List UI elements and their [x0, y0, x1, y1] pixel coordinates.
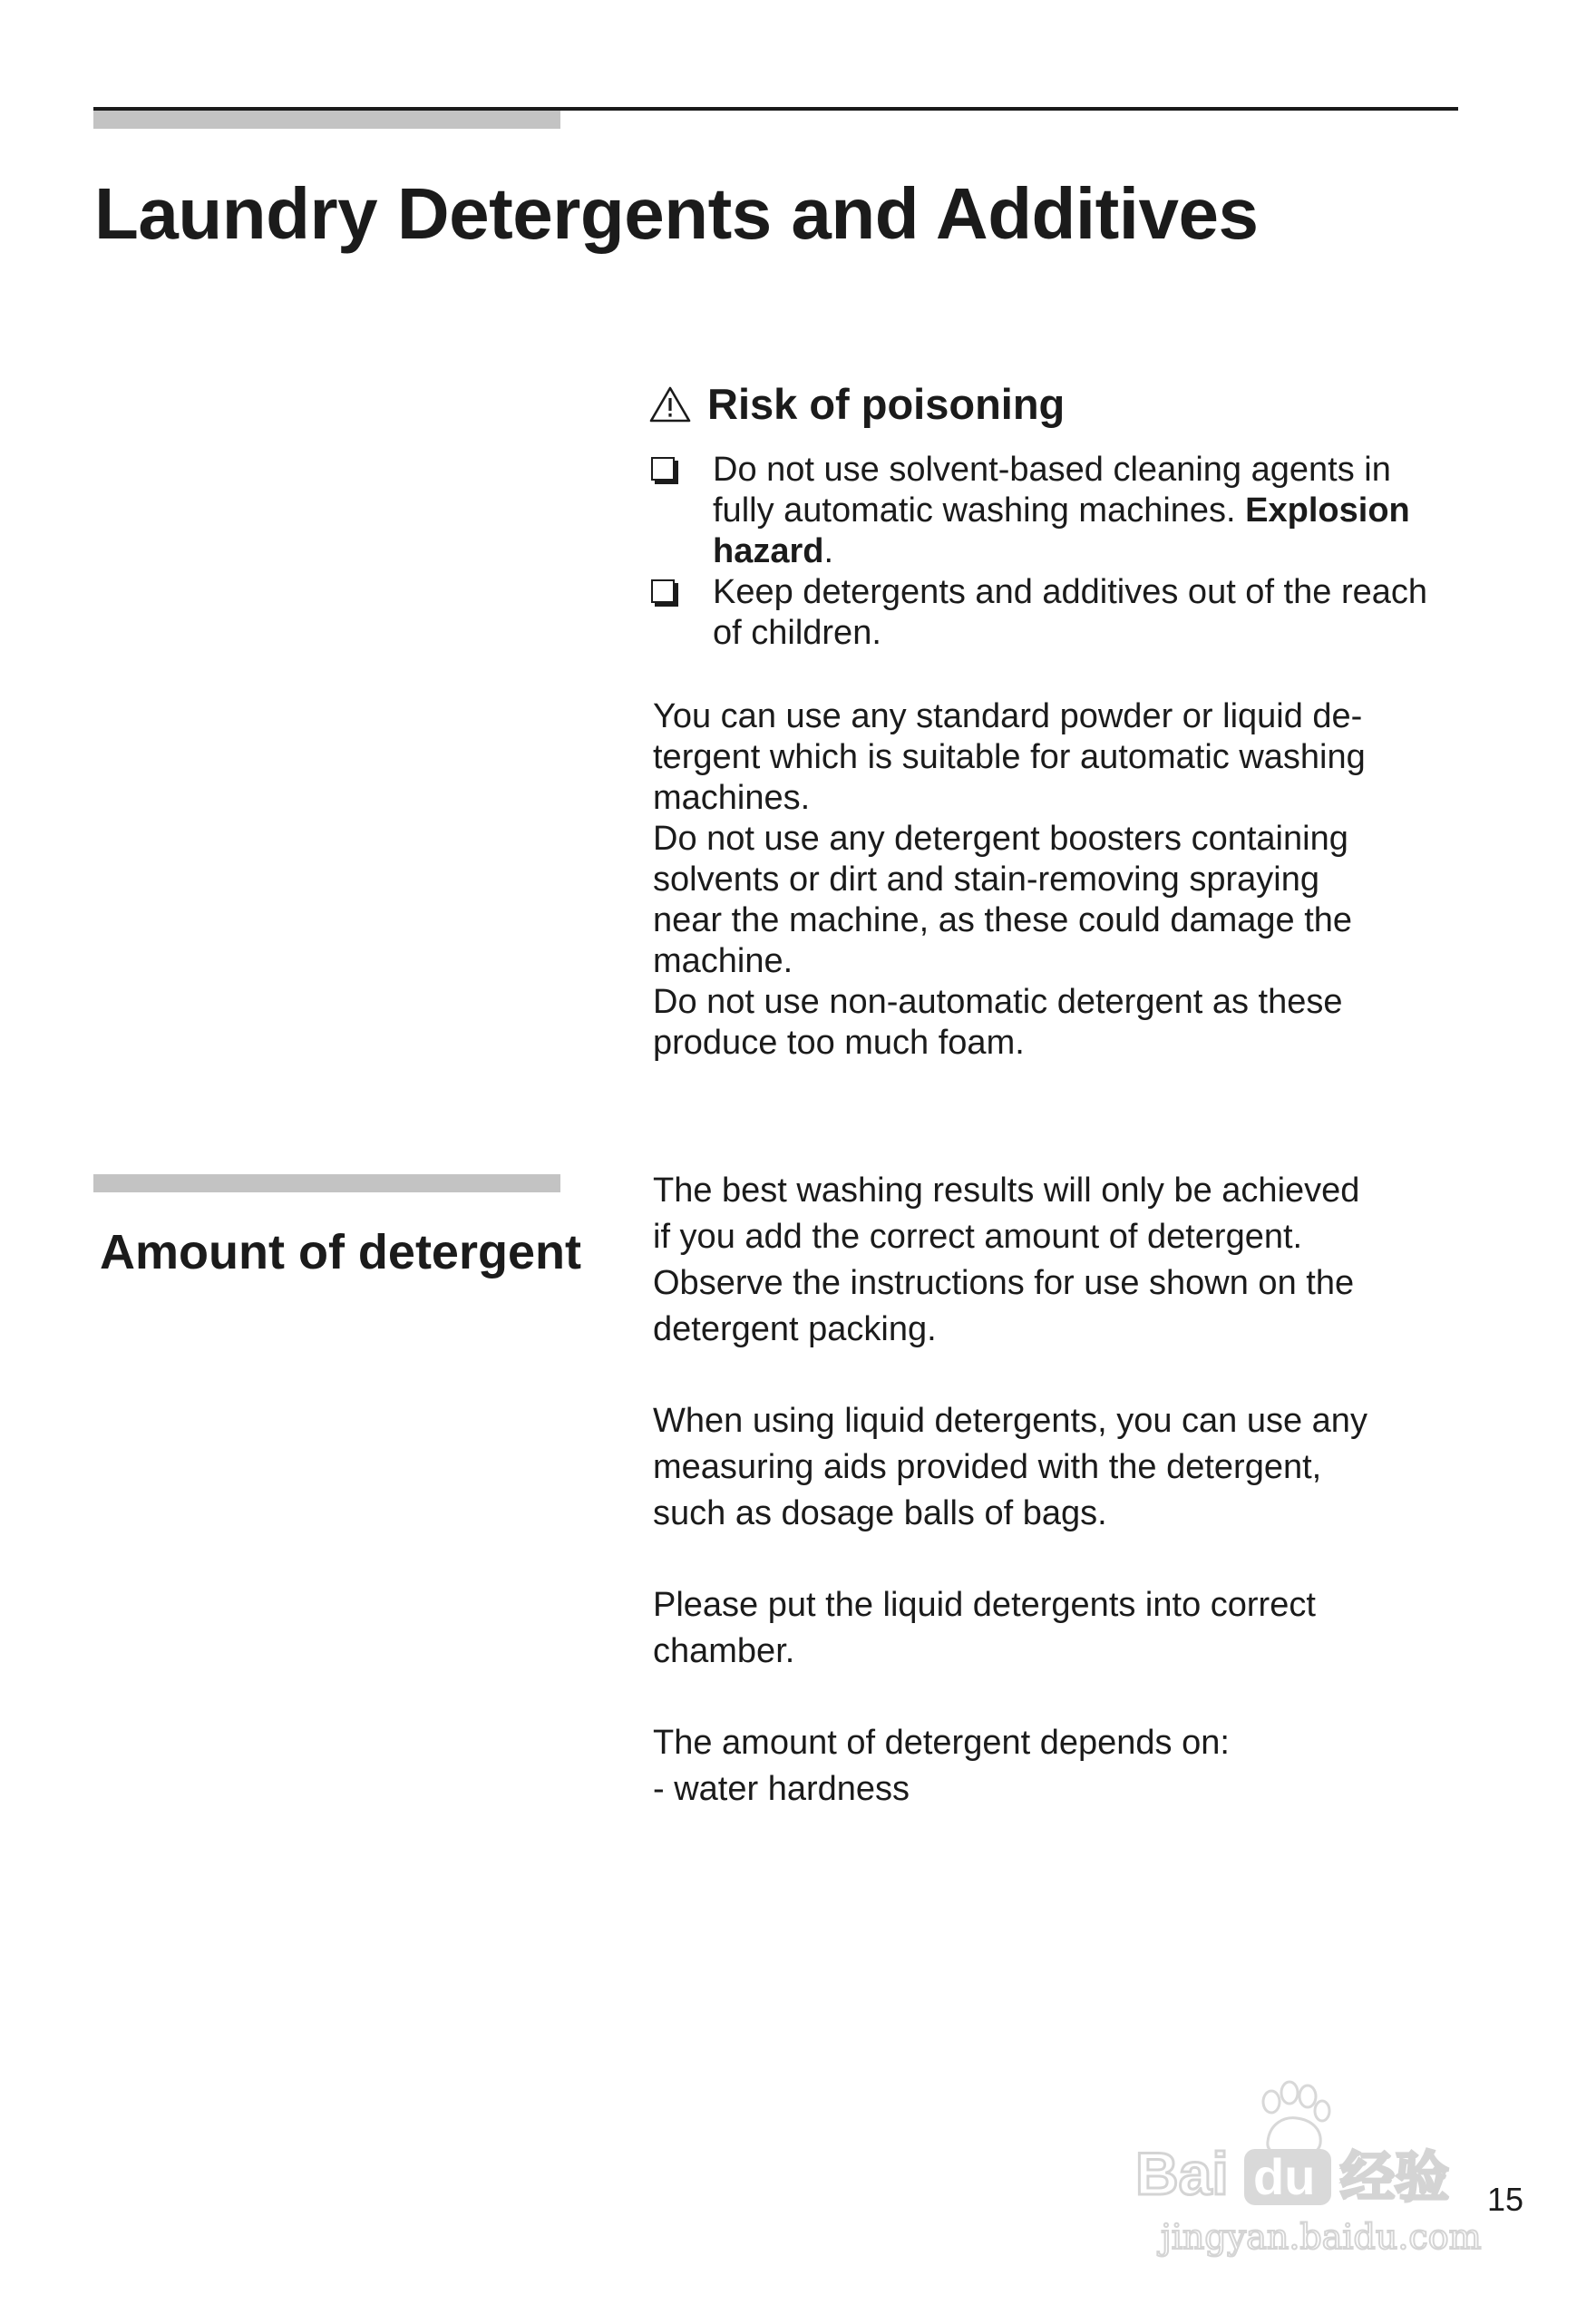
- paragraph: The best washing results will only be achieved if you add the correct amount of detergent. Observe the instructions for use shown on the detergent packing.: [653, 1172, 1360, 1348]
- warning-heading: [649, 379, 1065, 429]
- watermark-url: jingyan.baidu.com: [1161, 2217, 1482, 2257]
- baidu-watermark: [1124, 2076, 1505, 2258]
- text-line: solvents or dirt and stain-removing spraying: [653, 860, 1320, 899]
- bullet-line: Keep detergents and additives out of the reach: [713, 573, 1427, 611]
- bullet-emphasis: Explosion: [1245, 491, 1410, 530]
- bullet-emphasis: hazard: [713, 532, 824, 570]
- warning-bullet: [649, 572, 1484, 654]
- paw-print-icon: [1263, 2082, 1329, 2155]
- page-title: Laundry Detergents and Additives: [94, 173, 1259, 254]
- paragraph: Please put the liquid detergents into correct chamber.: [653, 1586, 1316, 1670]
- warning-bullet: [649, 450, 1484, 572]
- page-number: 15: [1487, 2181, 1524, 2218]
- text-line: You can use any standard powder or liquid de-: [653, 697, 1363, 735]
- bullet-line: .: [823, 532, 834, 570]
- section-heading: Amount of detergent: [100, 1225, 581, 1279]
- watermark-brand: Bai: [1135, 2140, 1229, 2207]
- bullet-line: Do not use solvent-based cleaning agents in: [713, 451, 1391, 489]
- section-rule: [93, 1174, 560, 1192]
- warning-heading-text: Risk of poisoning: [707, 380, 1066, 428]
- paragraph: The amount of detergent depends on: - water hardness: [653, 1724, 1230, 1808]
- warning-bullet-list: [649, 450, 1484, 654]
- watermark-du: du: [1253, 2148, 1316, 2205]
- amount-text: [653, 1168, 1487, 1813]
- paragraph: When using liquid detergents, you can use any measuring aids provided with the detergent, such as dosage balls of bags.: [653, 1402, 1367, 1532]
- top-rule-thick: [93, 111, 560, 129]
- checkbox-bullet-icon: [651, 457, 675, 481]
- text-line: tergent which is suitable for automatic washing: [653, 738, 1366, 776]
- intro-text: [653, 696, 1487, 1064]
- text-line: Do not use any detergent boosters containing: [653, 820, 1348, 858]
- bullet-line: of children.: [713, 614, 881, 652]
- text-line: near the machine, as these could damage the: [653, 901, 1353, 939]
- text-line: machines.: [653, 779, 811, 817]
- watermark-cn: 经验: [1340, 2146, 1449, 2210]
- text-line: Do not use non-automatic detergent as these: [653, 983, 1343, 1021]
- bullet-line: fully automatic washing machines.: [713, 491, 1246, 530]
- text-line: machine.: [653, 942, 793, 980]
- warning-triangle-icon: [649, 385, 691, 423]
- checkbox-bullet-icon: [651, 579, 675, 603]
- text-line: produce too much foam.: [653, 1024, 1025, 1062]
